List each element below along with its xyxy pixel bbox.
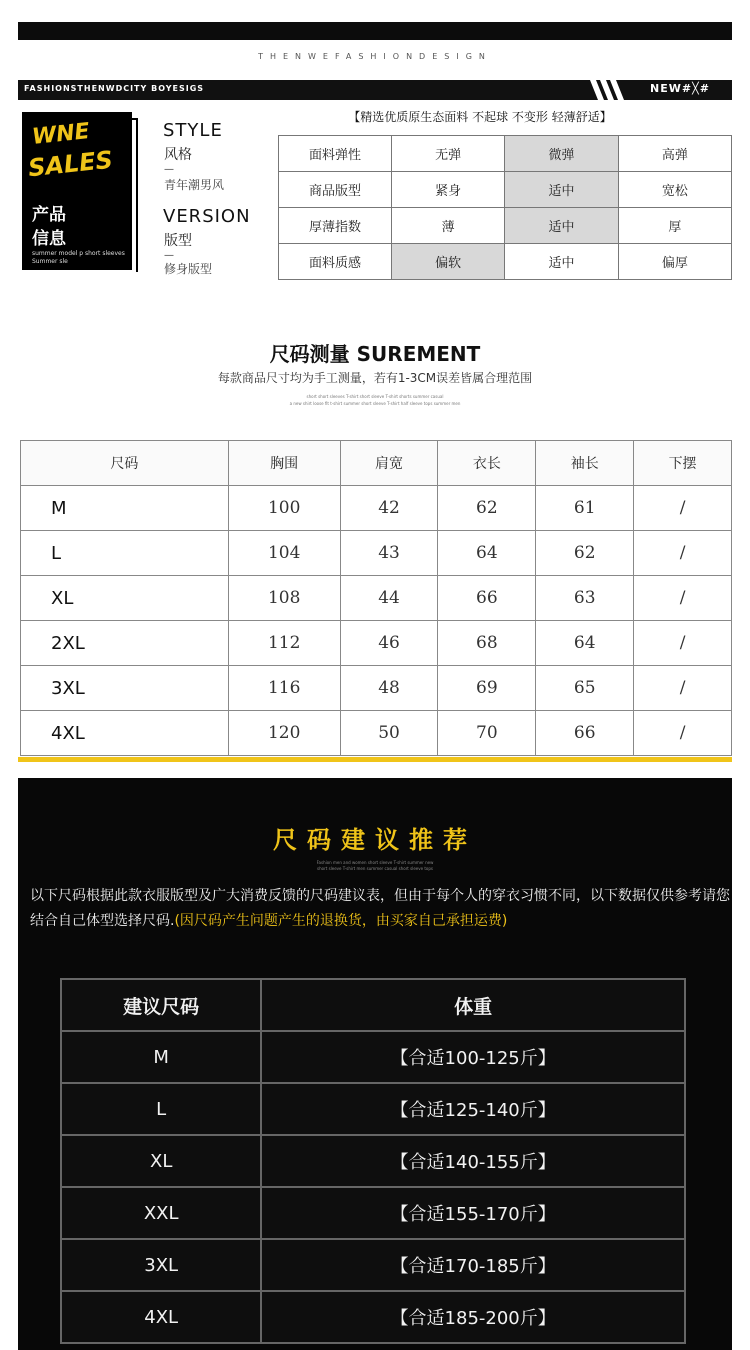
diagonal-stripes-icon xyxy=(590,80,634,100)
measure-cell: 116 xyxy=(228,666,340,711)
measure-cell: 42 xyxy=(340,486,438,531)
measure-cell: 43 xyxy=(340,531,438,576)
fine-print-1: short short sleeves T-shirt short sleeve T-shirt shorts summer casual xyxy=(306,394,444,399)
measure-cell: 63 xyxy=(536,576,634,621)
style-desc: 青年潮男风 xyxy=(164,178,225,192)
attribute-row xyxy=(279,172,732,208)
recommend-fine-print-2: short sleeve T-shirt men summer casual short sleeve tops xyxy=(317,866,433,871)
attribute-table xyxy=(278,135,732,280)
measure-cell: 61 xyxy=(536,486,634,531)
size-cell: 2XL xyxy=(21,621,229,666)
attribute-option-selected: 适中 xyxy=(505,208,618,244)
measure-cell: / xyxy=(634,711,732,756)
recommend-header: 体重 xyxy=(261,979,685,1031)
attribute-option-selected: 微弹 xyxy=(505,136,618,172)
new-tag: NEW#╳# xyxy=(650,82,710,95)
recommend-table xyxy=(60,978,686,1344)
paragraph-text: 以下尺码根据此款衣服版型及广大消费反馈的尺码建议表，但由于每个人的穿衣习惯不同，以下数据仅供参考请您结合自己体型选择尺码. xyxy=(30,888,730,929)
table-row xyxy=(61,1031,685,1083)
measure-cell: 64 xyxy=(438,531,536,576)
size-note: 每款商品尺寸均为手工测量，若有1-3CM误差皆属合理范围 xyxy=(217,371,533,385)
weight-cell: 【合适140-155斤】 xyxy=(261,1135,685,1187)
attribute-option: 紧身 xyxy=(392,172,505,208)
attribute-option: 宽松 xyxy=(618,172,731,208)
measure-cell: 66 xyxy=(438,576,536,621)
measure-cell: 46 xyxy=(340,621,438,666)
measure-cell: 104 xyxy=(228,531,340,576)
attribute-row xyxy=(279,244,732,280)
measure-cell: 70 xyxy=(438,711,536,756)
measure-cell: / xyxy=(634,531,732,576)
recommend-size-cell: L xyxy=(61,1083,261,1135)
attribute-row xyxy=(279,136,732,172)
table-row xyxy=(21,666,732,711)
attribute-option: 高弹 xyxy=(618,136,731,172)
measure-header: 袖长 xyxy=(536,441,634,486)
measure-cell: 50 xyxy=(340,711,438,756)
table-row xyxy=(61,1083,685,1135)
style-dash: — xyxy=(164,164,174,175)
recommend-size-cell: XXL xyxy=(61,1187,261,1239)
weight-cell: 【合适185-200斤】 xyxy=(261,1291,685,1343)
table-row xyxy=(21,486,732,531)
table-row xyxy=(21,711,732,756)
fabric-banner: 【精选优质原生态面料 不起球 不变形 轻薄舒适】 xyxy=(348,110,612,124)
table-row xyxy=(21,621,732,666)
measure-cell: 62 xyxy=(438,486,536,531)
fine-print-2: a new shirt loose fit t-shirt summer short sleeve T-shirt half sleeve tops summer men xyxy=(289,401,461,406)
size-cell: L xyxy=(21,531,229,576)
attribute-row xyxy=(279,208,732,244)
table-row xyxy=(61,1291,685,1343)
brand-tagline: THENWEFASHIONDESIGN xyxy=(258,52,492,61)
card-word1: WNE xyxy=(30,119,91,150)
measure-cell: 65 xyxy=(536,666,634,711)
measure-cell: 112 xyxy=(228,621,340,666)
card-cn2: 信息 xyxy=(32,229,66,249)
size-cell: M xyxy=(21,486,229,531)
attribute-label: 厚薄指数 xyxy=(279,208,392,244)
measure-cell: 108 xyxy=(228,576,340,621)
top-bar xyxy=(18,22,732,40)
attribute-option-selected: 适中 xyxy=(505,172,618,208)
strip-text: FASHIONSTHENWDCITY BOYESIGS xyxy=(24,84,205,93)
measure-cell: 100 xyxy=(228,486,340,531)
measure-cell: 64 xyxy=(536,621,634,666)
recommend-fine-print-1: Fashion men and women short sleeve T-shirt summer new xyxy=(316,860,434,865)
attribute-option: 适中 xyxy=(505,244,618,280)
size-cell: XL xyxy=(21,576,229,621)
weight-cell: 【合适100-125斤】 xyxy=(261,1031,685,1083)
recommend-size-cell: 4XL xyxy=(61,1291,261,1343)
measure-cell: 44 xyxy=(340,576,438,621)
recommend-size-cell: M xyxy=(61,1031,261,1083)
weight-cell: 【合适125-140斤】 xyxy=(261,1083,685,1135)
measure-header: 衣长 xyxy=(438,441,536,486)
attribute-label: 面料质感 xyxy=(279,244,392,280)
measure-cell: 66 xyxy=(536,711,634,756)
attribute-option: 偏厚 xyxy=(618,244,731,280)
version-desc: 修身版型 xyxy=(164,262,213,276)
size-cell: 3XL xyxy=(21,666,229,711)
weight-cell: 【合适170-185斤】 xyxy=(261,1239,685,1291)
measure-cell: / xyxy=(634,576,732,621)
card-frame xyxy=(116,118,138,272)
table-row xyxy=(21,531,732,576)
recommend-size-cell: 3XL xyxy=(61,1239,261,1291)
card-small-text: summer model p short sleeves Summer sle xyxy=(32,250,125,265)
weight-cell: 【合适155-170斤】 xyxy=(261,1187,685,1239)
table-row xyxy=(61,1239,685,1291)
measurement-table xyxy=(20,440,732,756)
recommend-header: 建议尺码 xyxy=(61,979,261,1031)
recommend-paragraph xyxy=(30,884,730,934)
recommend-title: 尺码建议推荐 xyxy=(273,826,477,854)
version-title: VERSION xyxy=(163,206,251,227)
measure-cell: / xyxy=(634,486,732,531)
card-cn1: 产品 xyxy=(32,205,66,225)
table-row xyxy=(61,1187,685,1239)
section-gap xyxy=(18,762,732,778)
paragraph-highlight: (因尺码产生问题产生的退换货，由买家自己承担运费) xyxy=(174,913,508,929)
measure-header: 胸围 xyxy=(228,441,340,486)
measure-cell: / xyxy=(634,666,732,711)
attribute-option-selected: 偏软 xyxy=(392,244,505,280)
attribute-label: 商品版型 xyxy=(279,172,392,208)
measure-cell: 69 xyxy=(438,666,536,711)
measure-cell: 62 xyxy=(536,531,634,576)
attribute-label: 面料弹性 xyxy=(279,136,392,172)
measure-header: 下摆 xyxy=(634,441,732,486)
measure-header: 尺码 xyxy=(21,441,229,486)
attribute-option: 薄 xyxy=(392,208,505,244)
size-cell: 4XL xyxy=(21,711,229,756)
version-title-cn: 版型 xyxy=(164,233,192,249)
style-title: STYLE xyxy=(163,120,223,141)
measure-cell: 120 xyxy=(228,711,340,756)
table-row xyxy=(21,576,732,621)
size-title: 尺码测量 SUREMENT xyxy=(269,342,481,366)
card-word2: SALES xyxy=(26,145,115,183)
version-dash: — xyxy=(164,250,174,261)
attribute-option: 无弹 xyxy=(392,136,505,172)
measure-cell: / xyxy=(634,621,732,666)
table-row xyxy=(61,1135,685,1187)
measure-header: 肩宽 xyxy=(340,441,438,486)
attribute-option: 厚 xyxy=(618,208,731,244)
measure-cell: 68 xyxy=(438,621,536,666)
measure-cell: 48 xyxy=(340,666,438,711)
style-title-cn: 风格 xyxy=(164,147,192,163)
recommend-size-cell: XL xyxy=(61,1135,261,1187)
